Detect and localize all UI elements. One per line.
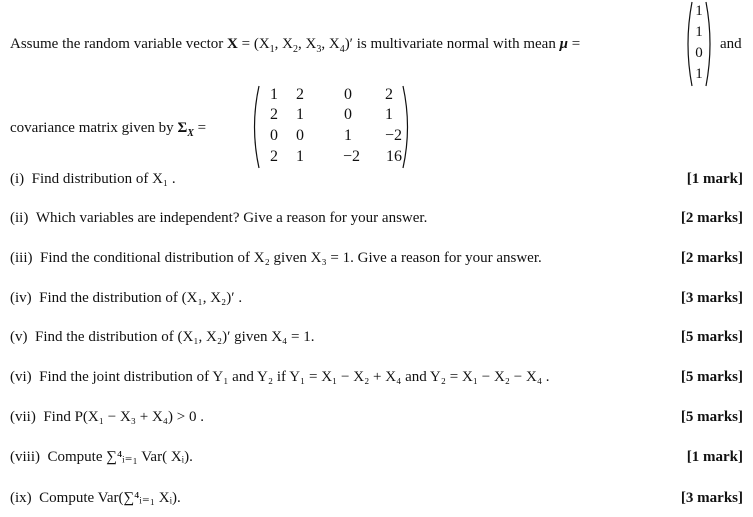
- matrix-cell: 0: [344, 86, 352, 103]
- marks-label: [2 marks]: [680, 210, 743, 226]
- matrix-cell: 0: [344, 106, 352, 123]
- question-label: (vi): [10, 369, 32, 385]
- matrix-cell: 1: [296, 148, 304, 165]
- intro-text: Assume the random variable vector: [10, 36, 224, 52]
- matrix-cell: 1: [385, 106, 393, 123]
- marks-label: [2 marks]: [680, 250, 743, 266]
- equals-sign: =: [197, 120, 207, 136]
- and-word: and: [720, 36, 742, 52]
- matrix-cell: −2: [342, 148, 360, 165]
- question-i: [10, 170, 176, 188]
- matrix-cell: 1: [270, 86, 278, 103]
- vector-components: = ($X_1$, $X_2$, $X_3$, $X_4)'$ is multivariate normal with mean: [241, 36, 556, 55]
- mean-entry: 1: [695, 3, 703, 19]
- marks-label: [3 marks]: [680, 490, 743, 506]
- matrix-cell: 1: [296, 106, 304, 123]
- question-text: Find the conditional distribution of X₂ given X₃ = 1. Give a reason for your answer.: [40, 250, 542, 266]
- question-label: (ii): [10, 210, 29, 226]
- question-label: (ix): [10, 490, 32, 506]
- matrix-cell: 0: [296, 127, 304, 144]
- matrix-cell: 1: [344, 127, 352, 144]
- question-ix: [10, 489, 181, 507]
- question-ii: [10, 209, 427, 227]
- matrix-cell: 16: [386, 148, 402, 165]
- question-viii: [10, 448, 193, 466]
- marks-label: [5 marks]: [680, 369, 743, 385]
- question-text: Find the joint distribution of Y₁ and Y₂ if Y₁ = X₁ − X₂ + X₄ and Y₂ = X₁ − X₂ − X₄ .: [39, 369, 550, 385]
- covariance-matrix: [250, 84, 412, 170]
- matrix-cell: 2: [270, 106, 278, 123]
- question-label: (iii): [10, 250, 33, 266]
- question-vii: [10, 408, 204, 426]
- covariance-lead: covariance matrix given by: [10, 120, 174, 136]
- mean-entry: 1: [695, 66, 703, 82]
- question-text: Compute ∑⁴ᵢ₌₁ Var( Xᵢ).: [47, 449, 193, 465]
- question-label: (vii): [10, 409, 36, 425]
- matrix-cell: 2: [385, 86, 393, 103]
- question-v: [10, 328, 315, 346]
- question-iv: [10, 289, 242, 307]
- question-text: Find P(X₁ − X₃ + X₄) > 0 .: [43, 409, 204, 425]
- question-label: (viii): [10, 449, 40, 465]
- mean-vector: [684, 0, 714, 88]
- marks-label: [5 marks]: [680, 329, 743, 345]
- question-text: Find the distribution of (X₁, X₂)′ given X₄ = 1.: [35, 329, 315, 345]
- question-vi: [10, 368, 550, 386]
- question-iii: [10, 249, 542, 267]
- matrix-cell: 2: [296, 86, 304, 103]
- question-text: Find distribution of X₁ .: [31, 171, 176, 187]
- mu-symbol: μ: [559, 36, 568, 52]
- marks-label: [1 mark]: [686, 449, 743, 465]
- question-label: (v): [10, 329, 28, 345]
- matrix-cell: 2: [270, 148, 278, 165]
- question-text: Compute Var(∑⁴ᵢ₌₁ Xᵢ).: [39, 490, 181, 506]
- question-text: Find the distribution of (X₁, X₂)′ .: [39, 290, 243, 306]
- intro-line: [10, 35, 580, 53]
- matrix-cell: 0: [270, 127, 278, 144]
- marks-label: [5 marks]: [680, 409, 743, 425]
- marks-label: [3 marks]: [680, 290, 743, 306]
- sigma-symbol: $\Sigma_X$: [177, 120, 194, 139]
- mean-entry: 0: [695, 45, 703, 61]
- question-text: Which variables are independent? Give a reason for your answer.: [35, 210, 428, 226]
- matrix-cell: −2: [384, 127, 402, 144]
- question-label: (i): [10, 171, 25, 187]
- equals-sign: =: [571, 36, 581, 52]
- question-label: (iv): [10, 290, 32, 306]
- covariance-line: [10, 119, 206, 137]
- vector-X-symbol: X: [227, 36, 238, 52]
- mean-entry: 1: [695, 24, 703, 40]
- marks-label: [1 mark]: [686, 171, 743, 187]
